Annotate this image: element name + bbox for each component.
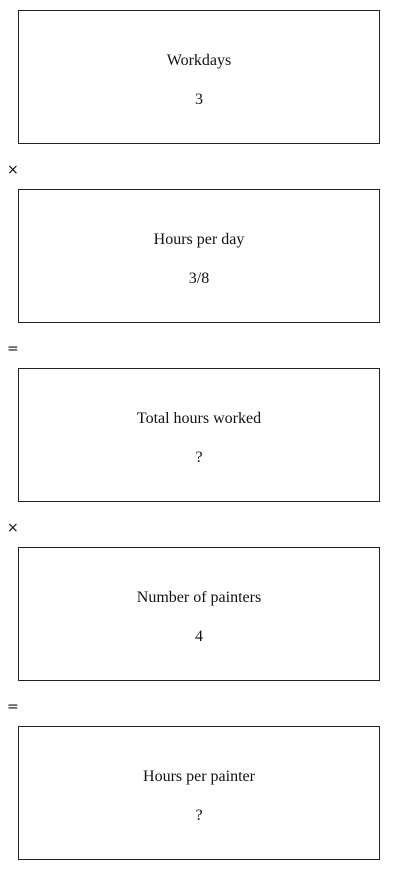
hours-per-painter-value: ?	[195, 807, 203, 824]
workdays-box	[18, 10, 380, 144]
workdays-label: Workdays	[166, 52, 232, 69]
equals-operator-2: =	[7, 699, 19, 715]
painters-value: 4	[195, 628, 203, 645]
total-hours-label: Total hours worked	[136, 410, 262, 427]
workdays-value: 3	[195, 91, 203, 108]
hours-per-painter-label: Hours per painter	[143, 768, 255, 785]
multiply-operator-2: ×	[7, 520, 19, 536]
hours-per-day-value: 3/8	[188, 270, 210, 287]
total-hours-value: ?	[195, 449, 203, 466]
total-hours-box	[18, 368, 380, 502]
multiply-operator-1: ×	[7, 162, 19, 178]
painters-box	[18, 547, 380, 681]
painters-label: Number of painters	[136, 589, 262, 606]
hours-per-day-box	[18, 189, 380, 323]
hours-per-day-label: Hours per day	[153, 231, 245, 248]
hours-per-painter-box	[18, 726, 380, 860]
equals-operator-1: =	[7, 341, 19, 357]
